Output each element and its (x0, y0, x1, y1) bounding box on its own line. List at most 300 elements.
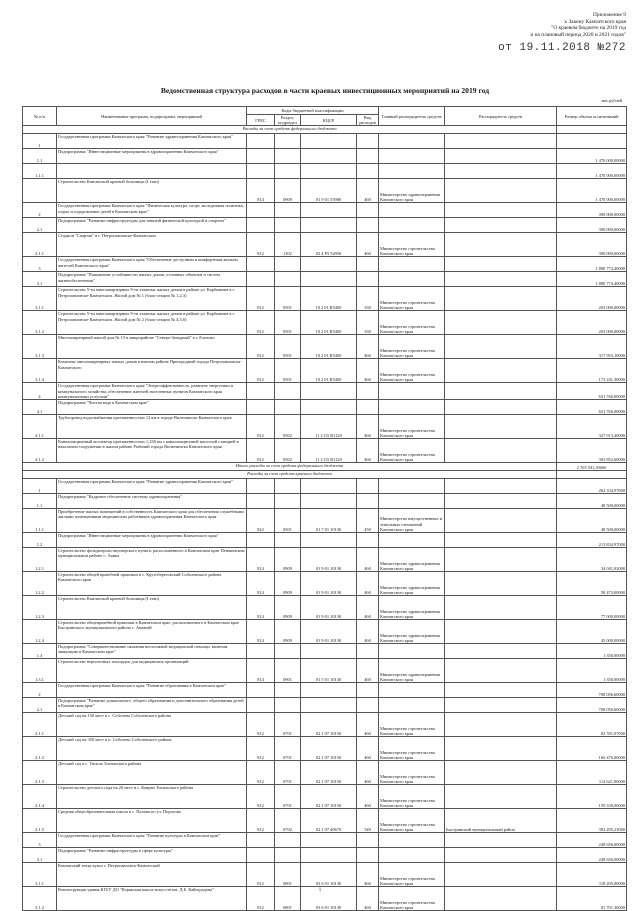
cell-grbs: 812 (247, 335, 275, 359)
cell-name: Подпрограмма "Развитие дошкольного, общего образования и дополнительного образования детей в Камчатском крае" (57, 698, 247, 713)
cell-ksr: 02 1 07 10150 (301, 785, 357, 809)
cell-grbs (247, 683, 275, 698)
cell-razdel: 0801 (275, 863, 301, 887)
cell-razdel: 0901 (275, 659, 301, 683)
cell-kvr (357, 698, 379, 713)
table-row (23, 203, 627, 218)
cell-gras: Министерство строительства Камчатского края (379, 737, 445, 761)
cell-gras (379, 833, 445, 848)
cell-ksr: 02 1 07 10150 (301, 737, 357, 761)
cell-amount: 390 000,00000 (557, 203, 627, 218)
cell-name: Комплекс многоквартирных жилых домов в южном районе Пригородный города Петропавловска-Камчатского (57, 359, 247, 383)
cell-num: 3.1.2 (23, 887, 57, 911)
cell-kvr (357, 149, 379, 164)
cell-num: 3.1 (23, 848, 57, 863)
cell-amount: 77 000,00000 (557, 596, 627, 620)
cell-kvr: 460 (357, 415, 379, 439)
cell-ksr (301, 272, 357, 287)
cell-gras: Министерство здравоохранения Камчатского края (379, 596, 445, 620)
cell-name: Строительство 5-ти многоквартирных 9-ти этажных жилых домов в районе ул. Карбышева в г. Петропавловске-Камчатском. Жилой дом № 2 (блок-секции № 4,5,6) (57, 311, 247, 335)
cell-num: 3.1.2 (23, 311, 57, 335)
cell-ras (445, 533, 557, 548)
cell-name: Подпрограмма "Развитие инфраструктуры в сфере культуры" (57, 848, 247, 863)
cell-ksr: 01 9 01 55980 (301, 179, 357, 203)
cell-amount: 48 500,00000 (557, 494, 627, 509)
cell-kvr: 460 (357, 863, 379, 887)
table-row (23, 463, 627, 471)
cell-num: 4.1.1 (23, 415, 57, 439)
date-stamp: от 19.11.2018 №272 (498, 42, 626, 54)
cell-ras (445, 761, 557, 785)
cell-gras: Министерство строительства Камчатского края (379, 311, 445, 335)
cell-name: Трубопровод водоснабжения протяженностью 12 км в городе Вилючинске Камчатского края (57, 415, 247, 439)
cell-num: 2.1.5 (23, 809, 57, 833)
cell-ksr (301, 533, 357, 548)
cell-razdel: 1102 (275, 233, 301, 257)
cell-razdel (275, 400, 301, 415)
cell-num: 2 (23, 203, 57, 218)
cell-amount: 203 000,00000 (557, 287, 627, 311)
table-row (23, 335, 627, 359)
table-row (23, 533, 627, 548)
cell-num: 2.1.3 (23, 761, 57, 785)
section-total (557, 471, 627, 479)
cell-ksr (301, 203, 357, 218)
cell-kvr (357, 257, 379, 272)
cell-ksr (301, 494, 357, 509)
cell-kvr (357, 383, 379, 400)
cell-grbs (247, 134, 275, 149)
cell-razdel (275, 644, 301, 659)
cell-kvr: 460 (357, 359, 379, 383)
cell-grbs: 814 (247, 179, 275, 203)
cell-kvr: 460 (357, 335, 379, 359)
cell-grbs: 814 (247, 620, 275, 644)
cell-ras (445, 548, 557, 572)
table-row (23, 471, 627, 479)
cell-amount: 1 350,00000 (557, 659, 627, 683)
cell-num: 1 (23, 479, 57, 494)
cell-kvr: 460 (357, 233, 379, 257)
cell-amount: 1 880 774,40000 (557, 257, 627, 272)
section-label: Итого расходы за счет средств федерального бюджета (23, 463, 557, 471)
cell-amount: 82 591,07000 (557, 713, 627, 737)
table-row (23, 761, 627, 785)
table-row (23, 257, 627, 272)
cell-ksr (301, 134, 357, 149)
cell-kvr (357, 494, 379, 509)
table-row (23, 439, 627, 463)
cell-num: 1.1 (23, 494, 57, 509)
cell-ras (445, 383, 557, 400)
cell-ras (445, 149, 557, 164)
cell-ras (445, 698, 557, 713)
header-budget-code: Коды бюджетной классификации (247, 107, 379, 115)
cell-kvr (357, 218, 379, 233)
table-row (23, 233, 627, 257)
cell-kvr: 460 (357, 620, 379, 644)
header-grbs: ГРБС (247, 115, 275, 126)
cell-name: Строительство фельдшерско-акушерского пункта, расположенного в Камчатском крае Пенжинском муниципальном районе с. Аянка (57, 548, 247, 572)
cell-ksr: 10 2 01 R5400 (301, 287, 357, 311)
cell-razdel: 0701 (275, 713, 301, 737)
cell-kvr: 460 (357, 761, 379, 785)
cell-grbs (247, 383, 275, 400)
cell-num: 2.1 (23, 218, 57, 233)
cell-ras (445, 335, 557, 359)
cell-ksr: 02 1 07 10150 (301, 713, 357, 737)
cell-grbs (247, 698, 275, 713)
table-row (23, 548, 627, 572)
cell-razdel (275, 149, 301, 164)
cell-gras: Министерство строительства Камчатского края (379, 233, 445, 257)
cell-name: Стадион "Спартак" в г. Петропавловске-Камчатском (57, 233, 247, 257)
appendix-line: "О краевом бюджете на 2019 год (551, 25, 626, 32)
cell-name: Средняя общеобразовательная школа в с. Паланa по ул. Поротова (57, 809, 247, 833)
cell-num: 1.2.4 (23, 620, 57, 644)
cell-num: 2.1.1 (23, 713, 57, 737)
cell-num: 2.1.2 (23, 737, 57, 761)
cell-ras (445, 833, 557, 848)
appendix-line: и на плановый период 2020 и 2021 годов" (530, 31, 626, 38)
table-row (23, 179, 627, 203)
cell-ras (445, 257, 557, 272)
cell-amount: 631 766,00000 (557, 383, 627, 400)
cell-gras: Министерство имущественных и земельных отношений Камчатского края (379, 509, 445, 533)
cell-ksr: 11 2 G5 R1120 (301, 415, 357, 439)
cell-grbs (247, 203, 275, 218)
cell-grbs: 812 (247, 785, 275, 809)
cell-ras (445, 218, 557, 233)
cell-razdel: 0501 (275, 509, 301, 533)
cell-razdel: 0909 (275, 596, 301, 620)
cell-razdel (275, 218, 301, 233)
table-row (23, 737, 627, 761)
cell-razdel: 0701 (275, 761, 301, 785)
cell-name: Подпрограмма "Развитие инфраструктуры для занятий физической культурой и спортом" (57, 218, 247, 233)
section-total: 2 703 541,30000 (557, 463, 627, 471)
cell-ras (445, 439, 557, 463)
cell-ksr (301, 683, 357, 698)
section-label: Расходы за счет средств федерального бюджета (23, 126, 557, 134)
cell-ksr: 01 9 01 10130 (301, 548, 357, 572)
cell-name: Государственная программа Камчатского края "Развитие культуры в Камчатском крае" (57, 833, 247, 848)
cell-ras (445, 494, 557, 509)
table-row (23, 620, 627, 644)
cell-name: Многоквартирный жилой дом № 15 в микрорайоне "Северо-Западный" в г. Елизово (57, 335, 247, 359)
cell-name: Приобретение жилых помещений в собственность Камчатского края для обеспечения служебными жилыми помещениями медицинских работников здравоохранения Камчатского края (57, 509, 247, 533)
cell-num: 3.1.4 (23, 359, 57, 383)
cell-gras: Министерство строительства Камчатского края (379, 415, 445, 439)
table-row (23, 359, 627, 383)
cell-ksr (301, 257, 357, 272)
table-row (23, 785, 627, 809)
cell-razdel: 0501 (275, 311, 301, 335)
cell-ksr: 11 2 G5 R1120 (301, 439, 357, 463)
table-row (23, 134, 627, 149)
cell-grbs (247, 494, 275, 509)
unit-label: тыс.рублей (601, 98, 622, 103)
cell-amount: 203 000,00000 (557, 311, 627, 335)
cell-kvr: 460 (357, 596, 379, 620)
cell-amount: 48 500,00000 (557, 509, 627, 533)
cell-razdel: 0702 (275, 809, 301, 833)
cell-name: Строительство детского сада на 20 мест в с. Ковран Тигильского района (57, 785, 247, 809)
cell-grbs: 812 (247, 887, 275, 911)
table-row (23, 509, 627, 533)
cell-razdel: 0909 (275, 548, 301, 572)
cell-amount: 173 241,30000 (557, 359, 627, 383)
cell-gras (379, 698, 445, 713)
cell-ras (445, 287, 557, 311)
header-gras: Главный распорядитель средств (379, 107, 445, 126)
cell-num: 1.3 (23, 644, 57, 659)
cell-kvr: 460 (357, 737, 379, 761)
cell-gras: Министерство здравоохранения Камчатского края (379, 179, 445, 203)
header-kvr: Вид расходов (357, 115, 379, 126)
cell-amount: 166 476,00000 (557, 737, 627, 761)
cell-razdel: 0801 (275, 887, 301, 911)
cell-gras (379, 644, 445, 659)
cell-ksr (301, 479, 357, 494)
cell-name: Строительство Камчатской краевой больницы (I этап) (57, 596, 247, 620)
cell-gras: Министерство строительства Камчатского края (379, 863, 445, 887)
cell-amount: 248 656,00000 (557, 833, 627, 848)
cell-kvr: 460 (357, 659, 379, 683)
cell-ksr (301, 149, 357, 164)
table-row (23, 164, 627, 179)
cell-ras (445, 415, 557, 439)
cell-ksr (301, 848, 357, 863)
cell-num: 3.1.1 (23, 863, 57, 887)
cell-grbs: 812 (247, 863, 275, 887)
cell-ras (445, 479, 557, 494)
cell-amount: 708 056,60000 (557, 683, 627, 698)
table-row (23, 713, 627, 737)
cell-ksr (301, 644, 357, 659)
cell-name: Государственная программа Камчатского края "Развитие здравоохранения Камчатского края" (57, 479, 247, 494)
cell-name: Подпрограмма "Совершенствование оказания неотложной медицинской помощи, включая эвакуацию в Камчатском крае" (57, 644, 247, 659)
cell-gras (379, 203, 445, 218)
cell-name: Подпрограмма "Инвестиционные мероприятия в здравоохранении Камчатского края" (57, 149, 247, 164)
cell-grbs: 812 (247, 287, 275, 311)
cell-num: 1 (23, 134, 57, 149)
cell-gras (379, 494, 445, 509)
cell-grbs: 812 (247, 713, 275, 737)
cell-kvr: 540 (357, 809, 379, 833)
cell-kvr (357, 683, 379, 698)
cell-num: 4.1 (23, 400, 57, 415)
cell-num: 4.1.2 (23, 439, 57, 463)
cell-num: 1.2.2 (23, 572, 57, 596)
cell-gras (379, 533, 445, 548)
cell-kvr: 460 (357, 439, 379, 463)
cell-gras: Министерство здравоохранения Камчатского края (379, 620, 445, 644)
cell-razdel (275, 272, 301, 287)
cell-razdel: 0701 (275, 737, 301, 761)
table-row (23, 400, 627, 415)
cell-razdel (275, 683, 301, 698)
cell-kvr: 460 (357, 713, 379, 737)
cell-gras (379, 164, 445, 179)
cell-grbs: 812 (247, 809, 275, 833)
header-razdel: Раздел, подраздел (275, 115, 301, 126)
cell-ksr: 03 6 01 10130 (301, 863, 357, 887)
cell-name: Строительство общей врачебной практики в с. Крутобереговский Соболевского района Камчатского края (57, 572, 247, 596)
cell-ras (445, 620, 557, 644)
cell-name: Строительство вертолетных площадок для медицинских организаций (57, 659, 247, 683)
cell-ksr: 10 2 01 R5400 (301, 359, 357, 383)
cell-ksr: 01 5 01 10130 (301, 659, 357, 683)
table-row (23, 683, 627, 698)
cell-grbs: 812 (247, 311, 275, 335)
cell-grbs: 812 (247, 439, 275, 463)
cell-gras (379, 257, 445, 272)
cell-name: Подпрограмма "Чистая вода в Камчатском крае" (57, 400, 247, 415)
cell-grbs (247, 257, 275, 272)
table-row (23, 863, 627, 887)
cell-ras (445, 596, 557, 620)
cell-grbs (247, 848, 275, 863)
cell-amount: 58 473,00000 (557, 572, 627, 596)
cell-grbs: 812 (247, 359, 275, 383)
cell-kvr (357, 848, 379, 863)
cell-num: 4 (23, 383, 57, 400)
table-row (23, 218, 627, 233)
document-title: Ведомственная структура расходов в части краевых инвестиционных мероприятий на 2019 год (160, 86, 490, 95)
cell-amount: 262 334,97000 (557, 479, 627, 494)
cell-amount: 1 470 000,00000 (557, 179, 627, 203)
cell-razdel: 0502 (275, 439, 301, 463)
cell-num: 3 (23, 833, 57, 848)
cell-grbs: 812 (247, 233, 275, 257)
cell-gras (379, 149, 445, 164)
cell-gras (379, 848, 445, 863)
cell-grbs: 814 (247, 572, 275, 596)
table-row (23, 415, 627, 439)
cell-razdel: 0909 (275, 620, 301, 644)
cell-grbs (247, 400, 275, 415)
cell-kvr (357, 833, 379, 848)
cell-grbs (247, 272, 275, 287)
cell-num: 3.1.3 (23, 335, 57, 359)
cell-ras (445, 659, 557, 683)
cell-ksr: 02 4 P5 52950 (301, 233, 357, 257)
cell-ksr (301, 218, 357, 233)
table-row (23, 848, 627, 863)
cell-num: 2.1.1 (23, 233, 57, 257)
cell-ksr (301, 833, 357, 848)
cell-amount: 1 470 000,00000 (557, 149, 627, 164)
cell-ksr: 01 7 01 10130 (301, 509, 357, 533)
cell-ksr: 01 9 01 10130 (301, 620, 357, 644)
cell-ksr: 01 9 01 10130 (301, 572, 357, 596)
cell-razdel (275, 164, 301, 179)
cell-ksr: 02 1 07 40670 (301, 809, 357, 833)
cell-amount: 303 852,60000 (557, 439, 627, 463)
cell-num: 3.1 (23, 272, 57, 287)
table-row (23, 596, 627, 620)
cell-ras (445, 134, 557, 149)
cell-razdel: 0501 (275, 335, 301, 359)
cell-ras (445, 644, 557, 659)
cell-name: Строительство Камчатской краевой больницы (I этап) (57, 179, 247, 203)
cell-ras (445, 572, 557, 596)
cell-ras (445, 203, 557, 218)
cell-razdel: 0501 (275, 287, 301, 311)
cell-kvr (357, 644, 379, 659)
table-row (23, 149, 627, 164)
table-row (23, 494, 627, 509)
cell-kvr: 450 (357, 509, 379, 533)
cell-gras (379, 272, 445, 287)
cell-razdel (275, 533, 301, 548)
cell-ksr: 10 2 01 R5400 (301, 311, 357, 335)
cell-name: Государственная программа Камчатского края "Энергоэффективность, развитие энергетики и коммунального хозяйства, обеспечение жителей населенных пунктов Камчатского края коммунальными услугами" (57, 383, 247, 400)
cell-kvr (357, 272, 379, 287)
cell-name: Камчатский театр кукол г. Петропавловск-Камчатский (57, 863, 247, 887)
section-label: Расходы за счет средств краевого бюджета (23, 471, 557, 479)
header-ras: Распорядитель средств (445, 107, 557, 126)
cell-razdel (275, 698, 301, 713)
cell-kvr (357, 479, 379, 494)
cell-kvr: 460 (357, 179, 379, 203)
cell-gras: Министерство здравоохранения Камчатского края (379, 659, 445, 683)
header-num: № п/п (23, 107, 57, 126)
table-row (23, 126, 627, 134)
cell-ras (445, 233, 557, 257)
cell-ras (445, 179, 557, 203)
header-amount: Размер объема ассигнований (557, 107, 627, 126)
cell-name: Реконструкция здания КГБУ ДО "Корякская школа искусств им. Д.Б. Кайгородова" (57, 887, 247, 911)
cell-ras (445, 737, 557, 761)
cell-gras (379, 479, 445, 494)
cell-num: 1.1.1 (23, 164, 57, 179)
cell-num: 1.2 (23, 533, 57, 548)
cell-gras (379, 134, 445, 149)
table-row (23, 287, 627, 311)
cell-grbs: 812 (247, 737, 275, 761)
cell-grbs: 812 (247, 415, 275, 439)
cell-amount: 390 000,00000 (557, 218, 627, 233)
cell-gras: Министерство строительства Камчатского края (379, 761, 445, 785)
cell-grbs (247, 479, 275, 494)
cell-num: 1.2.3 (23, 596, 57, 620)
cell-razdel (275, 134, 301, 149)
cell-kvr: 460 (357, 572, 379, 596)
cell-amount: 708 056,60000 (557, 698, 627, 713)
cell-gras: Министерство строительства Камчатского края (379, 785, 445, 809)
cell-razdel: 0501 (275, 359, 301, 383)
cell-kvr (357, 400, 379, 415)
cell-num: 1.1 (23, 149, 57, 164)
cell-grbs (247, 149, 275, 164)
cell-ras (445, 713, 557, 737)
cell-name: Государственная программа Камчатского края "Обеспечение доступным и комфортным жильем жителей Камчатского края" (57, 257, 247, 272)
cell-kvr (357, 134, 379, 149)
cell-amount: 327 913,40000 (557, 415, 627, 439)
cell-ksr: 03 6 01 10130 (301, 887, 357, 911)
cell-amount: 1 350,00000 (557, 644, 627, 659)
cell-name: Строительство 5-ти многоквартирных 9-ти этажных жилых домов в районе ул. Карбышева в г. Петропавловске-Камчатском. Жилой дом № 1 (блок-секции № 1,2,3) (57, 287, 247, 311)
cell-kvr: 460 (357, 887, 379, 911)
cell-kvr: 460 (357, 548, 379, 572)
cell-gras: Министерство строительства Камчатского края (379, 359, 445, 383)
cell-name: Государственная программа Камчатского края "Развитие образования в Камчатском крае" (57, 683, 247, 698)
section-total (557, 126, 627, 134)
cell-razdel (275, 479, 301, 494)
cell-ksr: 01 9 01 10130 (301, 596, 357, 620)
